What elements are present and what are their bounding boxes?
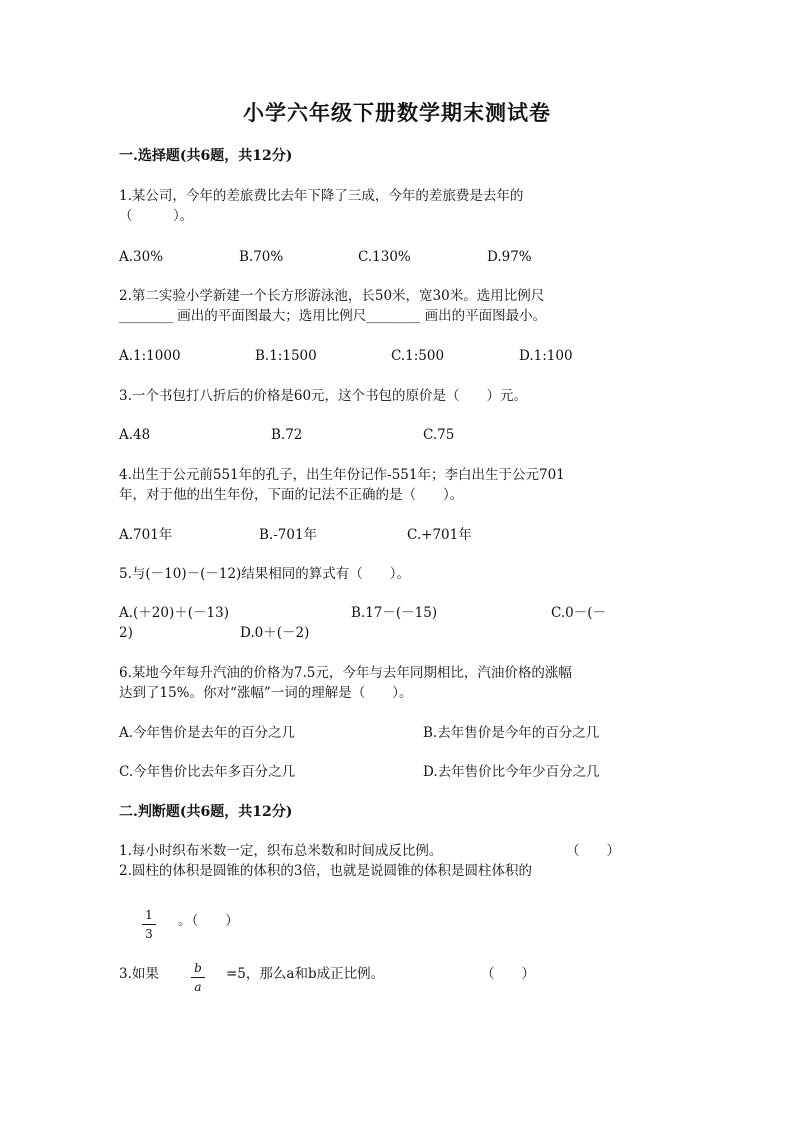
question-4-text: 4.出生于公元前551年的孔子，出生年份记作-551年；李白出生于公元701 — [119, 467, 565, 483]
question-6-text: 6.某地今年每升汽油的价格为7.5元，今年与去年同期相比，汽油价格的涨幅 — [119, 665, 572, 681]
fraction-bar — [142, 924, 156, 925]
question-2-text: 2.第二实验小学新建一个长方形游泳池，长50米，宽30米。选用比例尺 — [119, 288, 545, 304]
fraction-numerator: 1 — [145, 908, 153, 922]
fraction-numerator: b — [194, 961, 202, 975]
fraction-one-third — [142, 908, 156, 941]
q6-option-b[interactable]: B.去年售价是今年的百分之几 — [423, 725, 600, 741]
q4-option-c[interactable]: C.+701年 — [407, 527, 472, 543]
question-1-text: 1.某公司，今年的差旅费比去年下降了三成，今年的差旅费是去年的 — [119, 188, 524, 204]
judgement-2-text: 2.圆柱的体积是圆锥的体积的3倍，也就是说圆锥的体积是圆柱体积的 — [119, 863, 532, 879]
q5-option-d[interactable]: D.0＋(－2) — [240, 625, 310, 641]
q5-option-c-cont[interactable]: 2) — [119, 625, 133, 641]
q3-option-c[interactable]: C.75 — [423, 427, 455, 443]
q1-option-d[interactable]: D.97% — [487, 249, 532, 265]
q5-option-a[interactable]: A.(＋20)＋(－13) — [119, 605, 229, 621]
q5-option-b[interactable]: B.17－(－15) — [351, 605, 438, 621]
question-1-blank: （ ）。 — [119, 208, 194, 224]
judgement-3-text: =5，那么a和b成正比例。 — [226, 966, 385, 982]
q3-option-b[interactable]: B.72 — [271, 427, 303, 443]
q2-option-b[interactable]: B.1:1500 — [255, 348, 317, 364]
q3-option-a[interactable]: A.48 — [119, 427, 151, 443]
question-4-text-cont: 年，对于他的出生年份，下面的记法不正确的是（ ）。 — [119, 487, 464, 503]
fraction-denominator: 3 — [145, 927, 153, 941]
judgement-3-answer-blank[interactable]: （ ） — [481, 966, 535, 982]
question-5-text: 5.与(－10)－(－12)结果相同的算式有（ ）。 — [119, 566, 411, 582]
judgement-1-text: 1.每小时织布米数一定，织布总米数和时间成反比例。 — [119, 843, 443, 859]
q1-option-a[interactable]: A.30% — [119, 249, 164, 265]
fraction-denominator: a — [194, 980, 202, 994]
q6-option-a[interactable]: A.今年售价是去年的百分之几 — [119, 725, 296, 741]
q1-option-c[interactable]: C.130% — [358, 249, 411, 265]
judgement-3-prefix: 3.如果 — [119, 966, 159, 982]
q2-option-a[interactable]: A.1:1000 — [119, 348, 181, 364]
q2-option-c[interactable]: C.1:500 — [391, 348, 445, 364]
section-heading-judgement: 二.判断题(共6题，共12分) — [119, 804, 293, 820]
q1-option-b[interactable]: B.70% — [239, 249, 284, 265]
question-6-text-cont: 达到了15%。你对“涨幅”一词的理解是（ ）。 — [119, 685, 413, 701]
q5-option-c[interactable]: C.0－(－ — [551, 605, 606, 621]
judgement-2-answer-blank[interactable]: 。（ ） — [178, 913, 239, 929]
q4-option-b[interactable]: B.-701年 — [259, 527, 318, 543]
question-2-blanks: ________ 画出的平面图最大；选用比例尺________ 画出的平面图最小。 — [119, 308, 547, 324]
judgement-1-answer-blank[interactable]: （ ） — [566, 843, 620, 859]
fraction-bar — [191, 977, 205, 978]
section-heading-choice: 一.选择题(共6题，共12分) — [119, 148, 293, 164]
page-title: 小学六年级下册数学期末测试卷 — [243, 100, 551, 125]
q2-option-d[interactable]: D.1:100 — [519, 348, 573, 364]
q6-option-d[interactable]: D.去年售价比今年少百分之几 — [423, 764, 600, 780]
q6-option-c[interactable]: C.今年售价比去年多百分之几 — [119, 764, 296, 780]
q4-option-a[interactable]: A.701年 — [119, 527, 173, 543]
fraction-b-over-a — [191, 961, 205, 994]
question-3-text: 3.一个书包打八折后的价格是60元，这个书包的原价是（ ）元。 — [119, 388, 528, 404]
